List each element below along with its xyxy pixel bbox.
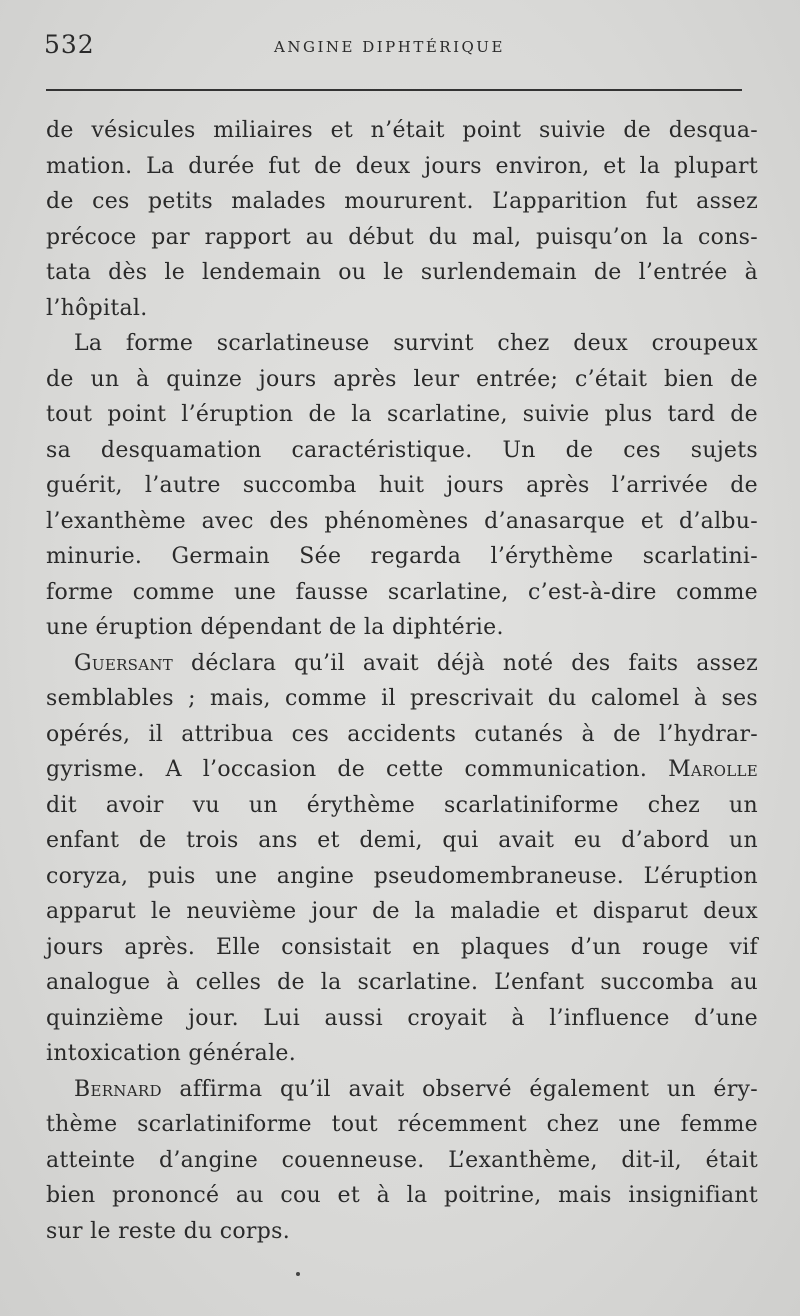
text-line: Guersant déclara qu’il avait déjà noté des faits assez <box>74 650 758 676</box>
text-line: semblables ; mais, comme il prescrivait du calomel à ses <box>46 686 758 711</box>
text-line: gyrisme. A l’occasion de cette communication. Marolle <box>46 757 758 782</box>
author-name: Marolle <box>668 757 758 782</box>
text-line: jours après. Elle consistait en plaques d’un rouge vif <box>46 934 758 960</box>
page-number: 532 <box>44 30 95 59</box>
header-rule <box>46 89 742 91</box>
text-line: de un à quinze jours après leur entrée; c’était bien de <box>46 366 758 392</box>
text-line: sa desquamation caractéristique. Un de ces sujets <box>46 437 758 463</box>
print-speck <box>296 1272 300 1276</box>
text-line: enfant de trois ans et demi, qui avait eu d’abord un <box>46 828 758 853</box>
text-line: précoce par rapport au début du mal, puisqu’on la cons- <box>46 224 758 250</box>
text-line: atteinte d’angine couenneuse. L’exanthème, dit-il, était <box>46 1147 758 1173</box>
text-line: l’hôpital. <box>46 295 148 321</box>
text-line: apparut le neuvième jour de la maladie et disparut deux <box>46 899 758 924</box>
text-line: quinzième jour. Lui aussi croyait à l’influence d’une <box>46 1005 758 1031</box>
text-line: Bernard affirma qu’il avait observé également un éry- <box>74 1076 758 1102</box>
text-line: dit avoir vu un érythème scarlatiniforme chez un <box>46 792 758 818</box>
text-line: tata dès le lendemain ou le surlendemain de l’entrée à <box>46 260 758 285</box>
text-line: La forme scarlatineuse survint chez deux croupeux <box>74 331 758 356</box>
text-line: analogue à celles de la scarlatine. L’enfant succomba au <box>46 970 758 995</box>
text-line: tout point l’éruption de la scarlatine, suivie plus tard de <box>46 402 758 427</box>
text-line: bien prononcé au cou et à la poitrine, mais insignifiant <box>46 1183 758 1208</box>
text-line: l’exanthème avec des phénomènes d’anasarque et d’albu- <box>46 508 758 534</box>
text-line: de vésicules miliaires et n’était point suivie de desqua- <box>46 118 758 143</box>
author-name: Guersant <box>74 650 174 676</box>
text-line: minurie. Germain Sée regarda l’érythème scarlatini- <box>46 544 758 569</box>
text-line: thème scarlatiniforme tout récemment chez une femme <box>46 1112 758 1137</box>
running-head: ANGINE DIPHTÉRIQUE <box>274 38 505 56</box>
text-line: de ces petits malades moururent. L’apparition fut assez <box>46 189 758 214</box>
text-line: guérit, l’autre succomba huit jours après l’arrivée de <box>46 473 758 498</box>
author-name: Bernard <box>74 1076 162 1102</box>
text-line: coryza, puis une angine pseudomembraneuse. L’éruption <box>46 863 758 889</box>
text-line: sur le reste du corps. <box>46 1218 290 1244</box>
text-line: forme comme une fausse scarlatine, c’est-à-dire comme <box>46 579 758 605</box>
body-text <box>46 113 758 1249</box>
text-line: intoxication générale. <box>46 1041 297 1066</box>
page-header <box>44 30 756 70</box>
text-line: une éruption dépendant de la diphtérie. <box>46 615 504 640</box>
text-line: opérés, il attribua ces accidents cutanés à de l’hydrar- <box>46 721 758 747</box>
text-line: mation. La durée fut de deux jours environ, et la plupart <box>46 153 758 179</box>
